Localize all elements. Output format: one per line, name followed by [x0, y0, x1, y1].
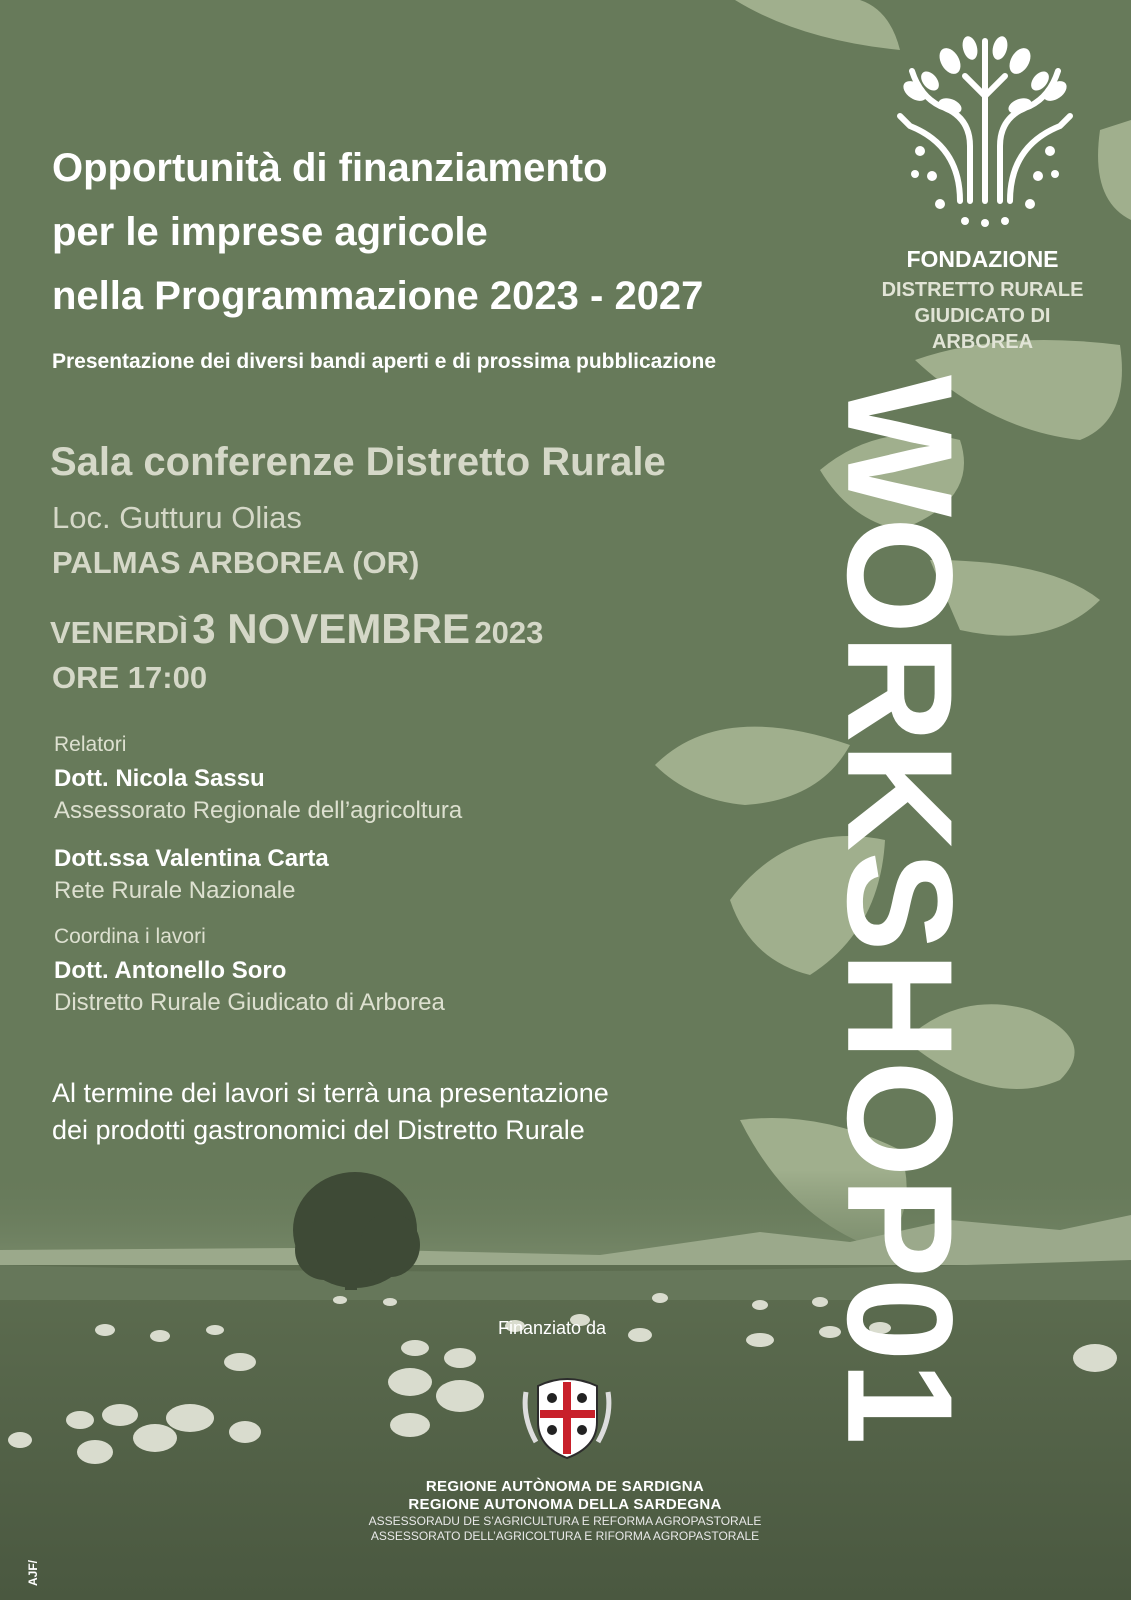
funded-by-label: Finanziato da	[498, 1318, 607, 1338]
workshop-label: WORKSHOP01	[816, 375, 985, 1442]
title-line-1: Opportunità di finanziamento	[52, 146, 608, 190]
event-weekday: VENERDÌ	[50, 615, 188, 650]
designer-credit	[22, 1530, 42, 1590]
speakers-heading: Relatori	[54, 733, 127, 756]
sardinia-coat-of-arms-icon	[520, 1372, 615, 1462]
speaker-name: Dott. Nicola Sassu	[54, 765, 265, 792]
venue-city: PALMAS ARBOREA (OR)	[52, 545, 420, 580]
event-year: 2023	[474, 615, 544, 650]
leaf-shape	[735, 0, 900, 50]
foundation-line-3: GIUDICATO DI ARBOREA	[914, 305, 1051, 353]
foundation-line-1: FONDAZIONE	[906, 246, 1059, 272]
foundation-line-2: DISTRETTO RURALE	[881, 279, 1084, 301]
foundation-name	[880, 246, 1085, 355]
leaf-shape	[1098, 120, 1131, 220]
speaker-name: Dott.ssa Valentina Carta	[54, 845, 329, 872]
page-title	[52, 136, 703, 328]
credit-text: AJF/	[25, 1559, 40, 1586]
speaker-organization: Assessorato Regionale dell’agricoltura	[54, 797, 463, 824]
closing-line-2: dei prodotti gastronomici del Distretto Rurale	[52, 1115, 585, 1145]
coordinator-name: Dott. Antonello Soro	[54, 957, 287, 984]
subtitle: Presentazione dei diversi bandi aperti e di prossima pubblicazione	[52, 350, 717, 373]
event-time: ORE 17:00	[52, 660, 208, 695]
region-name-italian: REGIONE AUTONOMA DELLA SARDEGNA	[408, 1496, 722, 1513]
event-date	[50, 605, 543, 653]
venue-name: Sala conferenze Distretto Rurale	[50, 440, 666, 484]
coordinator-heading: Coordina i lavori	[54, 925, 206, 948]
speaker-organization: Rete Rurale Nazionale	[54, 877, 296, 904]
department-sardinian: ASSESSORADU DE S’AGRICULTURA E REFORMA AGROPASTORALE	[368, 1514, 762, 1528]
closing-note	[52, 1075, 609, 1149]
title-line-2: per le imprese agricole	[52, 210, 488, 254]
tree-logo-icon	[890, 36, 1080, 231]
coordinator-organization: Distretto Rurale Giudicato di Arborea	[54, 989, 445, 1016]
department-italian: ASSESSORATO DELL’AGRICOLTURA E RIFORMA AGROPASTORALE	[370, 1529, 760, 1543]
funding-footer	[320, 1478, 810, 1544]
event-day-month: 3 NOVEMBRE	[192, 605, 470, 652]
title-line-3: nella Programmazione 2023 - 2027	[52, 274, 704, 318]
closing-line-1: Al termine dei lavori si terrà una presentazione	[52, 1078, 609, 1108]
workshop-vertical-title	[816, 375, 1059, 1450]
region-name-sardinian: REGIONE AUTÒNOMA DE SARDIGNA	[425, 1478, 705, 1495]
venue-location: Loc. Gutturu Olias	[52, 500, 302, 535]
